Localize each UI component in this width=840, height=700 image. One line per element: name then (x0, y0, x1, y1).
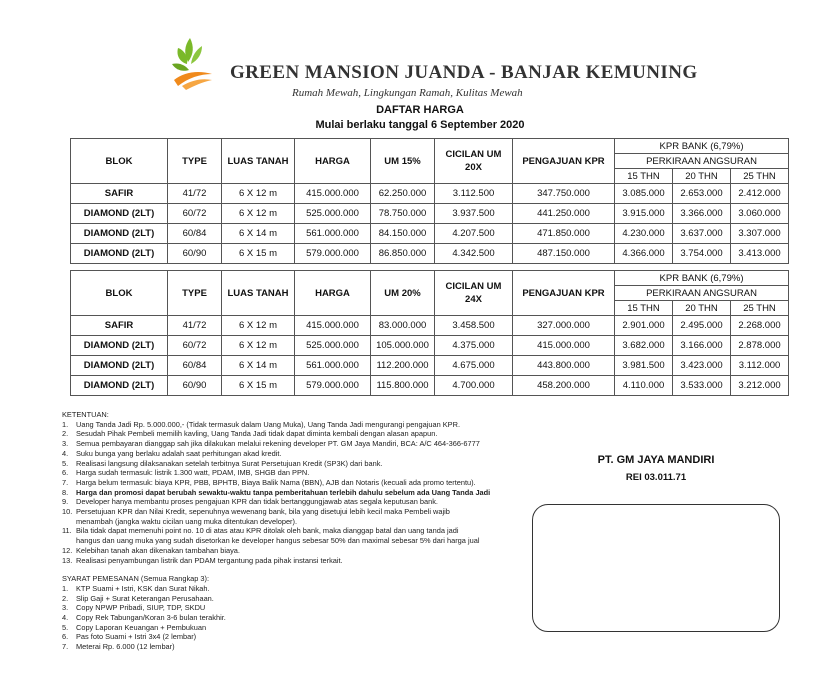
list-item-text: hangus dan uang muka yang sudah disetorkan ke developer hangus sebesar 50% dan maximal sebesar 5% dari harga jual (76, 536, 480, 546)
list-item-number (62, 536, 76, 546)
cell-cicilan: 4.207.500 (435, 224, 513, 244)
list-item (62, 439, 532, 449)
cell-type: 60/72 (168, 336, 222, 356)
cell-um: 112.200.000 (371, 356, 435, 376)
list-item-text: Meterai Rp. 6.000 (12 lembar) (76, 642, 175, 652)
table-row (71, 356, 789, 376)
list-item-number: 5. (62, 458, 69, 468)
list-item (62, 632, 532, 642)
cell-blok: SAFIR (71, 184, 168, 204)
list-item-number: 4. (62, 613, 69, 623)
list-item-number: 7. (62, 642, 69, 652)
cell-t20: 3.423.000 (673, 356, 731, 376)
cell-t20: 3.533.000 (673, 376, 731, 396)
cell-blok: DIAMOND (2LT) (71, 244, 168, 264)
list-item-number: 1. (62, 419, 69, 429)
cell-t20: 3.637.000 (673, 224, 731, 244)
col-header-luas: LUAS TANAH (222, 271, 295, 316)
list-item-text: Developer hanya membantu proses pengajuan KPR dan tidak bertanggungjawab atas segala keputusan bank. (76, 497, 438, 507)
cell-t15: 3.085.000 (615, 184, 673, 204)
list-item-number: 4. (62, 448, 69, 458)
list-item-number: 2. (62, 593, 69, 603)
cell-um: 62.250.000 (371, 184, 435, 204)
col-header-15thn: 15 THN (615, 169, 673, 184)
cell-pengajuan: 347.750.000 (513, 184, 615, 204)
col-header-pengajuan: PENGAJUAN KPR (513, 271, 615, 316)
col-header-type: TYPE (168, 139, 222, 184)
cell-cicilan: 4.700.000 (435, 376, 513, 396)
cell-cicilan: 4.675.000 (435, 356, 513, 376)
brand-tagline: Rumah Mewah, Lingkungan Ramah, Kulitas Mewah (292, 87, 523, 99)
list-item (62, 642, 532, 652)
col-header-blok: BLOK (71, 139, 168, 184)
col-header-25thn: 25 THN (731, 301, 789, 316)
cell-um: 83.000.000 (371, 316, 435, 336)
cell-harga: 579.000.000 (295, 244, 371, 264)
cell-type: 41/72 (168, 316, 222, 336)
cell-luas: 6 X 15 m (222, 376, 295, 396)
col-header-20thn: 20 THN (673, 169, 731, 184)
cell-blok: DIAMOND (2LT) (71, 356, 168, 376)
cell-um: 86.850.000 (371, 244, 435, 264)
list-item-number: 5. (62, 622, 69, 632)
list-item-text: Copy Laporan Keuangan + Pembukuan (76, 622, 207, 632)
list-item (62, 449, 532, 459)
list-item (62, 507, 532, 517)
list-item (62, 459, 532, 469)
cell-pengajuan: 458.200.000 (513, 376, 615, 396)
list-item (62, 556, 532, 566)
list-item (62, 429, 532, 439)
cell-pengajuan: 415.000.000 (513, 336, 615, 356)
list-item (62, 468, 532, 478)
cell-t20: 2.495.000 (673, 316, 731, 336)
col-header-um: UM 20% (371, 271, 435, 316)
cell-blok: DIAMOND (2LT) (71, 224, 168, 244)
list-item-number: 6. (62, 632, 69, 642)
cell-luas: 6 X 14 m (222, 356, 295, 376)
ketentuan-title: KETENTUAN: (62, 410, 109, 419)
cell-t25: 3.060.000 (731, 204, 789, 224)
cell-pengajuan: 327.000.000 (513, 316, 615, 336)
cell-t25: 2.878.000 (731, 336, 789, 356)
list-item-number: 11. (62, 526, 72, 536)
list-item-number: 3. (62, 439, 69, 449)
col-header-cicilan: CICILAN UM 20X (435, 139, 513, 184)
list-item-text: Suku bunga yang berlaku adalah saat perhitungan akad kredit. (76, 448, 282, 458)
table-row (71, 244, 789, 264)
col-header-harga: HARGA (295, 139, 371, 184)
list-item-number (62, 517, 76, 527)
cell-harga: 415.000.000 (295, 316, 371, 336)
list-item-text: Slip Gaji + Surat Keterangan Perusahaan. (76, 593, 214, 603)
leaf-logo-icon (168, 34, 216, 90)
cell-um: 115.800.000 (371, 376, 435, 396)
cell-luas: 6 X 12 m (222, 184, 295, 204)
terms-section (62, 410, 532, 652)
page-subtitle: Mulai berlaku tanggal 6 September 2020 (315, 119, 525, 131)
cell-cicilan: 3.458.500 (435, 316, 513, 336)
list-item (62, 526, 532, 536)
cell-t20: 2.653.000 (673, 184, 731, 204)
col-header-cicilan: CICILAN UM 24X (435, 271, 513, 316)
list-item (62, 584, 532, 594)
col-header-pengajuan: PENGAJUAN KPR (513, 139, 615, 184)
cell-t25: 3.413.000 (731, 244, 789, 264)
cell-t20: 3.754.000 (673, 244, 731, 264)
list-item-number: 6. (62, 468, 69, 478)
cell-t15: 3.915.000 (615, 204, 673, 224)
cell-harga: 579.000.000 (295, 376, 371, 396)
cell-blok: DIAMOND (2LT) (71, 376, 168, 396)
list-item-text: Bila tidak dapat memenuhi point no. 10 di atas atau KPR ditolak oleh bank, maka dianggap batal dan uang tanda jadi (76, 526, 459, 536)
cell-pengajuan: 487.150.000 (513, 244, 615, 264)
cell-t20: 3.366.000 (673, 204, 731, 224)
cell-t15: 4.110.000 (615, 376, 673, 396)
col-header-perkiraan: PERKIRAAN ANGSURAN (615, 154, 789, 169)
table-row (71, 316, 789, 336)
brand-title: GREEN MANSION JUANDA - BANJAR KEMUNING (230, 62, 698, 83)
col-header-25thn: 25 THN (731, 169, 789, 184)
table-row (71, 204, 789, 224)
list-item (62, 488, 532, 498)
table-row (71, 376, 789, 396)
list-item (62, 478, 532, 488)
list-item-text: Sesudah Pihak Pembeli memilih kavling, Uang Tanda Jadi tidak dapat diminta kembali dengan alasan apapun. (76, 429, 438, 439)
list-item-text: Harga sudah termasuk: listrik 1.300 watt, PDAM, IMB, SHGB dan PPN. (76, 468, 310, 478)
cell-t15: 3.981.500 (615, 356, 673, 376)
cell-harga: 525.000.000 (295, 204, 371, 224)
list-item-number: 13. (62, 555, 73, 565)
cell-luas: 6 X 12 m (222, 316, 295, 336)
list-item (62, 603, 532, 613)
cell-harga: 561.000.000 (295, 356, 371, 376)
cell-t25: 3.212.000 (731, 376, 789, 396)
cell-cicilan: 3.112.500 (435, 184, 513, 204)
col-header-harga: HARGA (295, 271, 371, 316)
cell-luas: 6 X 15 m (222, 244, 295, 264)
cell-pengajuan: 441.250.000 (513, 204, 615, 224)
cell-t15: 2.901.000 (615, 316, 673, 336)
list-item (62, 536, 532, 546)
cell-t25: 3.112.000 (731, 356, 789, 376)
ketentuan-list (62, 420, 532, 566)
col-header-um: UM 15% (371, 139, 435, 184)
cell-type: 60/90 (168, 244, 222, 264)
cell-t25: 2.268.000 (731, 316, 789, 336)
list-item-text: Harga belum termasuk: biaya KPR, PBB, BPHTB, Biaya Balik Nama (BBN), AJB dan Notaris (kecuali ada promo tertentu). (76, 477, 476, 487)
col-header-type: TYPE (168, 271, 222, 316)
table-row (71, 224, 789, 244)
col-header-perkiraan: PERKIRAAN ANGSURAN (615, 286, 789, 301)
list-item-number: 2. (62, 429, 69, 439)
cell-um: 105.000.000 (371, 336, 435, 356)
list-item-text: KTP Suami + Istri, KSK dan Surat Nikah. (76, 583, 210, 593)
list-item (62, 420, 532, 430)
cell-type: 60/84 (168, 356, 222, 376)
list-item-number: 12. (62, 545, 73, 555)
cell-blok: SAFIR (71, 316, 168, 336)
price-table-um20 (70, 270, 789, 396)
list-item-text: Uang Tanda Jadi Rp. 5.000.000,- (Tidak termasuk dalam Uang Muka), Uang Tanda Jadi mengurangi pengajuan KPR. (76, 419, 460, 429)
price-table-um15 (70, 138, 789, 264)
list-item (62, 517, 532, 527)
syarat-title: SYARAT PEMESANAN (Semua Rangkap 3): (62, 574, 210, 584)
signature-box (532, 504, 780, 632)
cell-um: 84.150.000 (371, 224, 435, 244)
list-item-text: Realisasi penyambungan listrik dan PDAM tergantung pada pihak instansi terkait. (76, 555, 343, 565)
cell-harga: 561.000.000 (295, 224, 371, 244)
cell-cicilan: 4.375.000 (435, 336, 513, 356)
list-item-number: 1. (62, 583, 69, 593)
col-header-luas: LUAS TANAH (222, 139, 295, 184)
company-rei: REI 03.011.71 (625, 472, 687, 483)
cell-blok: DIAMOND (2LT) (71, 336, 168, 356)
cell-um: 78.750.000 (371, 204, 435, 224)
list-item (62, 623, 532, 633)
col-header-blok: BLOK (71, 271, 168, 316)
list-item-text: Kelebihan tanah akan dikenakan tambahan biaya. (76, 545, 240, 555)
cell-cicilan: 3.937.500 (435, 204, 513, 224)
list-item (62, 594, 532, 604)
table-row (71, 184, 789, 204)
list-item-number: 8. (62, 487, 69, 497)
col-header-15thn: 15 THN (615, 301, 673, 316)
list-item-text: Persetujuan KPR dan Nilai Kredit, sepenuhnya wewenang bank, bila yang disetujui lebih kecil maka Pembeli wajib (76, 507, 450, 517)
list-item-text: Realisasi langsung dilaksanakan setelah terbitnya Surat Persetujuan Kredit (SP3K) dari bank. (76, 458, 383, 468)
table-row (71, 336, 789, 356)
col-header-kpr: KPR BANK (6,79%) (615, 139, 789, 154)
list-item (62, 497, 532, 507)
cell-t25: 2.412.000 (731, 184, 789, 204)
cell-luas: 6 X 12 m (222, 204, 295, 224)
list-item-text: Copy Rek Tabungan/Koran 3-6 bulan terakhir. (76, 613, 226, 623)
page-title: DAFTAR HARGA (376, 104, 464, 116)
syarat-list (62, 584, 532, 652)
list-item-number: 10. (62, 507, 73, 517)
col-header-20thn: 20 THN (673, 301, 731, 316)
cell-blok: DIAMOND (2LT) (71, 204, 168, 224)
list-item-number: 3. (62, 603, 69, 613)
list-item-text: Copy NPWP Pribadi, SIUP, TDP, SKDU (76, 603, 206, 613)
list-item-number: 9. (62, 497, 69, 507)
cell-luas: 6 X 14 m (222, 224, 295, 244)
cell-pengajuan: 443.800.000 (513, 356, 615, 376)
cell-type: 41/72 (168, 184, 222, 204)
cell-harga: 415.000.000 (295, 184, 371, 204)
cell-t15: 4.366.000 (615, 244, 673, 264)
cell-t15: 4.230.000 (615, 224, 673, 244)
col-header-kpr: KPR BANK (6,79%) (615, 271, 789, 286)
cell-type: 60/72 (168, 204, 222, 224)
list-item (62, 613, 532, 623)
list-item (62, 546, 532, 556)
cell-type: 60/90 (168, 376, 222, 396)
cell-t20: 3.166.000 (673, 336, 731, 356)
cell-harga: 525.000.000 (295, 336, 371, 356)
cell-t25: 3.307.000 (731, 224, 789, 244)
cell-cicilan: 4.342.500 (435, 244, 513, 264)
list-item-number: 7. (62, 477, 69, 487)
cell-luas: 6 X 12 m (222, 336, 295, 356)
company-name: PT. GM JAYA MANDIRI (597, 454, 715, 466)
list-item-text: Harga dan promosi dapat berubah sewaktu-waktu tanpa pemberitahuan terlebih dahulu sebelum ada Uang Tanda Jadi (76, 487, 491, 497)
list-item-text: Pas foto Suami + Istri 3x4 (2 lembar) (76, 632, 197, 642)
list-item-text: menambah (jangka waktu cicilan uang muka ditentukan developer). (76, 516, 298, 526)
list-item-text: Semua pembayaran dianggap sah jika dilakukan melalui rekening developer PT. GM Jaya Mandiri, BCA: A/C 464-366-6777 (76, 439, 480, 449)
cell-type: 60/84 (168, 224, 222, 244)
cell-pengajuan: 471.850.000 (513, 224, 615, 244)
cell-t15: 3.682.000 (615, 336, 673, 356)
